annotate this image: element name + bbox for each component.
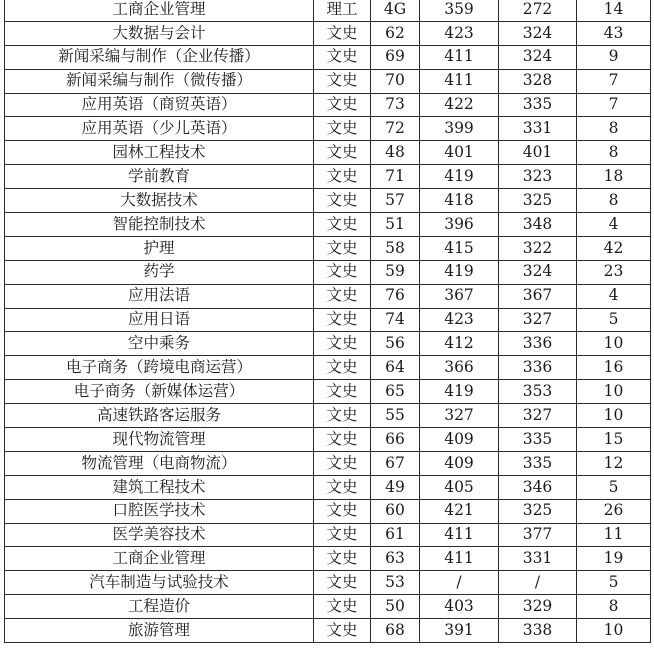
category-cell: 文史 — [314, 547, 371, 571]
major-cell: 应用英语（商贸英语） — [5, 93, 314, 117]
major-cell: 旅游管理 — [5, 619, 314, 643]
category-cell: 文史 — [314, 117, 371, 141]
category-cell: 文史 — [314, 165, 371, 189]
low-score-cell: 346 — [499, 475, 577, 499]
low-score-cell: 272 — [499, 0, 577, 21]
count-cell: 8 — [577, 595, 651, 619]
code-cell: 53 — [371, 571, 420, 595]
major-cell: 空中乘务 — [5, 332, 314, 356]
code-cell: 69 — [371, 45, 420, 69]
table-row — [5, 189, 651, 213]
low-score-cell: 348 — [499, 213, 577, 237]
code-cell: 68 — [371, 619, 420, 643]
high-score-cell: 419 — [420, 165, 499, 189]
category-cell: 文史 — [314, 475, 371, 499]
low-score-cell: 335 — [499, 428, 577, 452]
major-cell: 大数据技术 — [5, 189, 314, 213]
low-score-cell: 331 — [499, 547, 577, 571]
count-cell: 5 — [577, 475, 651, 499]
low-score-cell: 336 — [499, 332, 577, 356]
count-cell: 14 — [577, 0, 651, 21]
code-cell: 63 — [371, 547, 420, 571]
major-cell: 药学 — [5, 260, 314, 284]
category-cell: 文史 — [314, 141, 371, 165]
high-score-cell: 399 — [420, 117, 499, 141]
low-score-cell: 325 — [499, 189, 577, 213]
low-score-cell: 331 — [499, 117, 577, 141]
major-cell: 工商企业管理 — [5, 547, 314, 571]
code-cell: 58 — [371, 236, 420, 260]
low-score-cell: 327 — [499, 404, 577, 428]
table-row — [5, 404, 651, 428]
major-cell: 建筑工程技术 — [5, 475, 314, 499]
count-cell: 5 — [577, 571, 651, 595]
major-cell: 应用日语 — [5, 308, 314, 332]
code-cell: 50 — [371, 595, 420, 619]
low-score-cell: 323 — [499, 165, 577, 189]
major-cell: 医学美容技术 — [5, 523, 314, 547]
count-cell: 15 — [577, 428, 651, 452]
category-cell: 文史 — [314, 260, 371, 284]
major-cell: 学前教育 — [5, 165, 314, 189]
code-cell: 74 — [371, 308, 420, 332]
code-cell: 57 — [371, 189, 420, 213]
major-cell: 现代物流管理 — [5, 428, 314, 452]
category-cell: 文史 — [314, 356, 371, 380]
count-cell: 10 — [577, 332, 651, 356]
count-cell: 23 — [577, 260, 651, 284]
code-cell: 64 — [371, 356, 420, 380]
table-row — [5, 69, 651, 93]
code-cell: 59 — [371, 260, 420, 284]
code-cell: 66 — [371, 428, 420, 452]
major-cell: 汽车制造与试验技术 — [5, 571, 314, 595]
low-score-cell: / — [499, 571, 577, 595]
high-score-cell: 423 — [420, 308, 499, 332]
count-cell: 18 — [577, 165, 651, 189]
high-score-cell: 411 — [420, 69, 499, 93]
table-row — [5, 117, 651, 141]
count-cell: 8 — [577, 117, 651, 141]
major-cell: 新闻采编与制作（企业传播） — [5, 45, 314, 69]
table-row — [5, 93, 651, 117]
low-score-cell: 377 — [499, 523, 577, 547]
count-cell: 19 — [577, 547, 651, 571]
category-cell: 文史 — [314, 404, 371, 428]
low-score-cell: 401 — [499, 141, 577, 165]
count-cell: 12 — [577, 451, 651, 475]
code-cell: 67 — [371, 451, 420, 475]
category-cell: 文史 — [314, 45, 371, 69]
count-cell: 4 — [577, 213, 651, 237]
low-score-cell: 322 — [499, 236, 577, 260]
code-cell: 60 — [371, 499, 420, 523]
table-row — [5, 141, 651, 165]
major-cell: 口腔医学技术 — [5, 499, 314, 523]
high-score-cell: 419 — [420, 380, 499, 404]
category-cell: 文史 — [314, 619, 371, 643]
count-cell: 7 — [577, 93, 651, 117]
table-row — [5, 380, 651, 404]
high-score-cell: 423 — [420, 21, 499, 45]
low-score-cell: 353 — [499, 380, 577, 404]
count-cell: 42 — [577, 236, 651, 260]
table-row — [5, 475, 651, 499]
table-row — [5, 165, 651, 189]
major-cell: 新闻采编与制作（微传播） — [5, 69, 314, 93]
table-row — [5, 284, 651, 308]
code-cell: 61 — [371, 523, 420, 547]
count-cell: 10 — [577, 380, 651, 404]
category-cell: 文史 — [314, 308, 371, 332]
category-cell: 文史 — [314, 189, 371, 213]
code-cell: 56 — [371, 332, 420, 356]
table-body — [5, 0, 651, 643]
code-cell: 62 — [371, 21, 420, 45]
category-cell: 文史 — [314, 332, 371, 356]
category-cell: 文史 — [314, 21, 371, 45]
code-cell: 70 — [371, 69, 420, 93]
table-row — [5, 571, 651, 595]
code-cell: 51 — [371, 213, 420, 237]
low-score-cell: 324 — [499, 260, 577, 284]
table-row — [5, 499, 651, 523]
code-cell: 76 — [371, 284, 420, 308]
low-score-cell: 324 — [499, 21, 577, 45]
count-cell: 16 — [577, 356, 651, 380]
category-cell: 文史 — [314, 451, 371, 475]
category-cell: 文史 — [314, 571, 371, 595]
high-score-cell: 421 — [420, 499, 499, 523]
category-cell: 文史 — [314, 284, 371, 308]
low-score-cell: 335 — [499, 93, 577, 117]
count-cell: 10 — [577, 619, 651, 643]
table-row — [5, 260, 651, 284]
category-cell: 文史 — [314, 380, 371, 404]
low-score-cell: 367 — [499, 284, 577, 308]
table-row — [5, 428, 651, 452]
category-cell: 文史 — [314, 523, 371, 547]
code-cell: 48 — [371, 141, 420, 165]
high-score-cell: 403 — [420, 595, 499, 619]
high-score-cell: 391 — [420, 619, 499, 643]
high-score-cell: 359 — [420, 0, 499, 21]
high-score-cell: 367 — [420, 284, 499, 308]
low-score-cell: 336 — [499, 356, 577, 380]
high-score-cell: 409 — [420, 451, 499, 475]
table-row — [5, 21, 651, 45]
category-cell: 文史 — [314, 595, 371, 619]
score-table — [4, 0, 651, 643]
major-cell: 电子商务（跨境电商运营） — [5, 356, 314, 380]
count-cell: 9 — [577, 45, 651, 69]
code-cell: 71 — [371, 165, 420, 189]
count-cell: 43 — [577, 21, 651, 45]
count-cell: 10 — [577, 404, 651, 428]
major-cell: 电子商务（新媒体运营） — [5, 380, 314, 404]
category-cell: 文史 — [314, 69, 371, 93]
count-cell: 5 — [577, 308, 651, 332]
high-score-cell: / — [420, 571, 499, 595]
major-cell: 物流管理（电商物流） — [5, 451, 314, 475]
count-cell: 4 — [577, 284, 651, 308]
count-cell: 26 — [577, 499, 651, 523]
table-row — [5, 356, 651, 380]
code-cell: 4G — [371, 0, 420, 21]
major-cell: 工商企业管理 — [5, 0, 314, 21]
high-score-cell: 411 — [420, 45, 499, 69]
category-cell: 文史 — [314, 213, 371, 237]
low-score-cell: 327 — [499, 308, 577, 332]
code-cell: 73 — [371, 93, 420, 117]
code-cell: 55 — [371, 404, 420, 428]
major-cell: 大数据与会计 — [5, 21, 314, 45]
low-score-cell: 338 — [499, 619, 577, 643]
table-row — [5, 523, 651, 547]
code-cell: 49 — [371, 475, 420, 499]
major-cell: 应用英语（少儿英语） — [5, 117, 314, 141]
high-score-cell: 409 — [420, 428, 499, 452]
high-score-cell: 396 — [420, 213, 499, 237]
major-cell: 高速铁路客运服务 — [5, 404, 314, 428]
high-score-cell: 366 — [420, 356, 499, 380]
low-score-cell: 324 — [499, 45, 577, 69]
high-score-cell: 422 — [420, 93, 499, 117]
code-cell: 72 — [371, 117, 420, 141]
count-cell: 8 — [577, 189, 651, 213]
table-row — [5, 595, 651, 619]
table-row — [5, 0, 651, 21]
low-score-cell: 329 — [499, 595, 577, 619]
category-cell: 理工 — [314, 0, 371, 21]
category-cell: 文史 — [314, 93, 371, 117]
table-row — [5, 213, 651, 237]
category-cell: 文史 — [314, 499, 371, 523]
low-score-cell: 325 — [499, 499, 577, 523]
low-score-cell: 328 — [499, 69, 577, 93]
high-score-cell: 411 — [420, 547, 499, 571]
table-row — [5, 308, 651, 332]
high-score-cell: 327 — [420, 404, 499, 428]
code-cell: 65 — [371, 380, 420, 404]
category-cell: 文史 — [314, 428, 371, 452]
table-row — [5, 45, 651, 69]
count-cell: 8 — [577, 141, 651, 165]
high-score-cell: 412 — [420, 332, 499, 356]
table-row — [5, 332, 651, 356]
major-cell: 智能控制技术 — [5, 213, 314, 237]
high-score-cell: 418 — [420, 189, 499, 213]
table-row — [5, 451, 651, 475]
major-cell: 工程造价 — [5, 595, 314, 619]
low-score-cell: 335 — [499, 451, 577, 475]
high-score-cell: 415 — [420, 236, 499, 260]
major-cell: 护理 — [5, 236, 314, 260]
table-row — [5, 619, 651, 643]
high-score-cell: 401 — [420, 141, 499, 165]
table-row — [5, 547, 651, 571]
count-cell: 11 — [577, 523, 651, 547]
major-cell: 园林工程技术 — [5, 141, 314, 165]
high-score-cell: 419 — [420, 260, 499, 284]
count-cell: 7 — [577, 69, 651, 93]
high-score-cell: 405 — [420, 475, 499, 499]
table-row — [5, 236, 651, 260]
category-cell: 文史 — [314, 236, 371, 260]
major-cell: 应用法语 — [5, 284, 314, 308]
high-score-cell: 411 — [420, 523, 499, 547]
